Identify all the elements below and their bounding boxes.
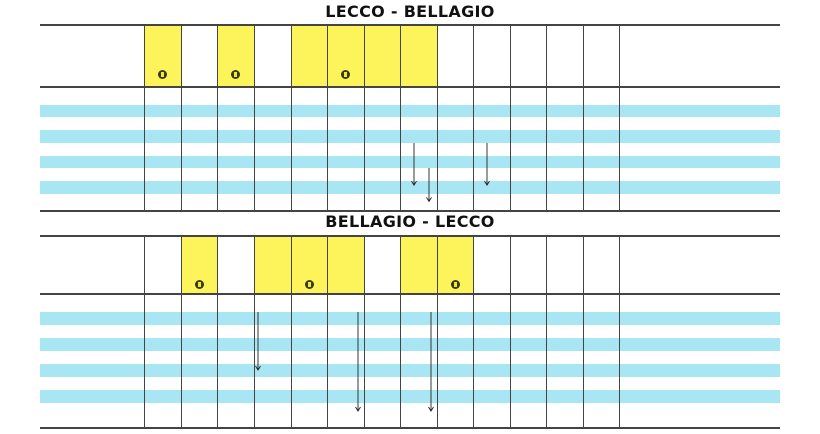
- column-separator: [327, 235, 328, 427]
- festivo-header-bg: [364, 24, 400, 86]
- column-separator: [510, 24, 511, 210]
- route-arrow: [427, 308, 435, 415]
- column-separator: [473, 235, 474, 427]
- timetable-title-bellagio-lecco: BELLAGIO - LECCO: [325, 212, 495, 231]
- route-arrow: [425, 164, 433, 205]
- column-separator: [254, 24, 255, 210]
- header-separator: [40, 86, 780, 88]
- column-separator: [217, 24, 218, 210]
- column-separator: [327, 24, 328, 210]
- circle-dot-icon: [158, 70, 167, 79]
- column-separator: [473, 24, 474, 210]
- column-separator: [181, 235, 182, 427]
- route-arrow: [410, 139, 418, 189]
- table-top-border: [40, 235, 780, 237]
- header-separator: [40, 293, 780, 295]
- circle-dot-icon: [305, 280, 314, 289]
- column-separator: [510, 235, 511, 427]
- circle-dot-icon: [231, 70, 240, 79]
- festivo-header-bg: [400, 235, 437, 293]
- column-separator: [583, 235, 584, 427]
- column-separator: [144, 24, 145, 210]
- route-arrow: [354, 308, 362, 415]
- circle-dot-icon: [341, 70, 350, 79]
- route-arrow: [254, 308, 262, 374]
- column-separator: [546, 235, 547, 427]
- table-bottom-border: [40, 210, 780, 212]
- column-separator: [583, 24, 584, 210]
- column-separator: [217, 235, 218, 427]
- table-bottom-border: [40, 427, 780, 429]
- column-separator: [619, 24, 620, 210]
- column-separator: [181, 24, 182, 210]
- column-separator: [291, 235, 292, 427]
- festivo-header-bg: [327, 235, 364, 293]
- route-arrow: [483, 139, 491, 189]
- column-separator: [400, 24, 401, 210]
- row-stripe: [40, 338, 780, 351]
- row-stripe: [40, 312, 780, 325]
- column-separator: [364, 235, 365, 427]
- row-stripe: [40, 364, 780, 377]
- column-separator: [546, 24, 547, 210]
- circle-dot-icon: [451, 280, 460, 289]
- table-top-border: [40, 24, 780, 26]
- festivo-header-bg: [291, 24, 327, 86]
- column-separator: [400, 235, 401, 427]
- column-separator: [144, 235, 145, 427]
- column-separator: [291, 24, 292, 210]
- festivo-header-bg: [254, 235, 291, 293]
- row-stripe: [40, 105, 780, 118]
- circle-dot-icon: [195, 280, 204, 289]
- column-separator: [437, 235, 438, 427]
- timetable-title-lecco-bellagio: LECCO - BELLAGIO: [325, 2, 495, 21]
- column-separator: [619, 235, 620, 427]
- column-separator: [437, 24, 438, 210]
- row-stripe: [40, 390, 780, 403]
- festivo-header-bg: [400, 24, 437, 86]
- column-separator: [364, 24, 365, 210]
